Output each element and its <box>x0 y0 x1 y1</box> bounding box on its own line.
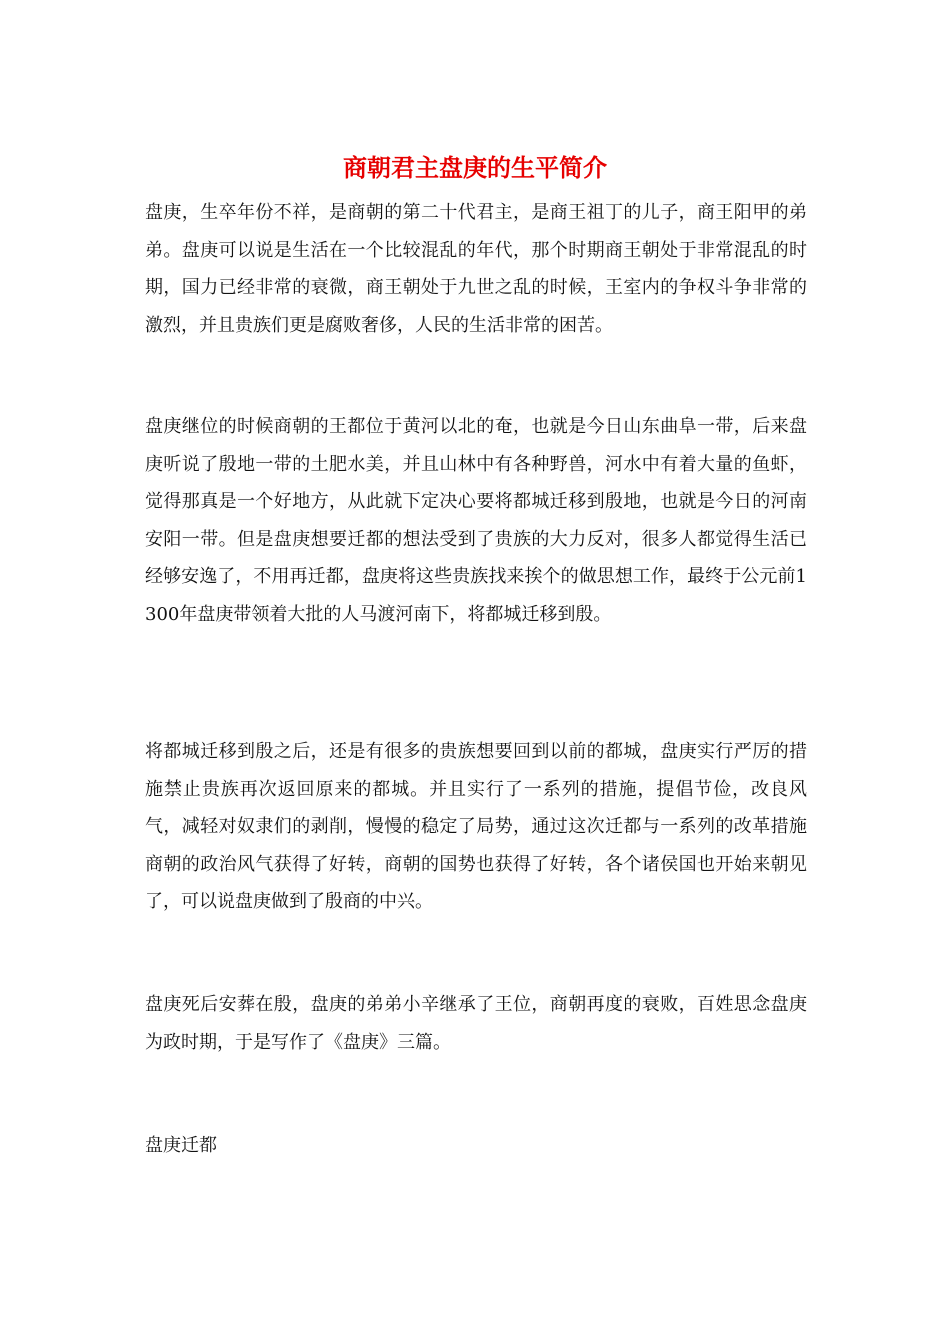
paragraph-reforms: 将都城迁移到殷之后，还是有很多的贵族想要回到以前的都城，盘庚实行严厉的措施禁止贵族再次返回原来的都城。并且实行了一系列的措施，提倡节俭，改良风气，减轻对奴隶们的剥削，慢慢的稳定了局势，通过这次迁都与一系列的改革措施商朝的政治风气获得了好转，商朝的国势也获得了好转，各个诸侯国也开始来朝见了，可以说盘庚做到了殷商的中兴。 <box>145 741 807 912</box>
paragraph-legacy: 盘庚死后安葬在殷，盘庚的弟弟小辛继承了王位，商朝再度的衰败，百姓思念盘庚为政时期，于是写作了《盘庚》三篇。 <box>145 994 807 1053</box>
document-title: 商朝君主盘庚的生平简介 <box>343 153 607 182</box>
paragraph-relocation: 盘庚继位的时候商朝的王都位于黄河以北的奄，也就是今日山东曲阜一带，后来盘庚听说了殷地一带的土肥水美，并且山林中有各种野兽，河水中有着大量的鱼虾，觉得那真是一个好地方，从此就下定决心要将都城迁移到殷地，也就是今日的河南安阳一带。但是盘庚想要迁都的想法受到了贵族的大力反对，很多人都觉得生活已经够安逸了，不用再迁都，盘庚将这些贵族找来挨个的做思想工作，最终于公元前1300年盘庚带领着大批的人马渡河南下，将都城迁移到殷。 <box>145 416 807 625</box>
paragraph-intro: 盘庚，生卒年份不祥，是商朝的第二十代君主，是商王祖丁的儿子，商王阳甲的弟弟。盘庚可以说是生活在一个比较混乱的年代，那个时期商王朝处于非常混乱的时期，国力已经非常的衰微，商王朝处于九世之乱的时候，王室内的争权斗争非常的激烈，并且贵族们更是腐败奢侈，人民的生活非常的困苦。 <box>145 202 807 336</box>
section-heading-panggeng-qiandu: 盘庚迁都 <box>145 1135 217 1156</box>
